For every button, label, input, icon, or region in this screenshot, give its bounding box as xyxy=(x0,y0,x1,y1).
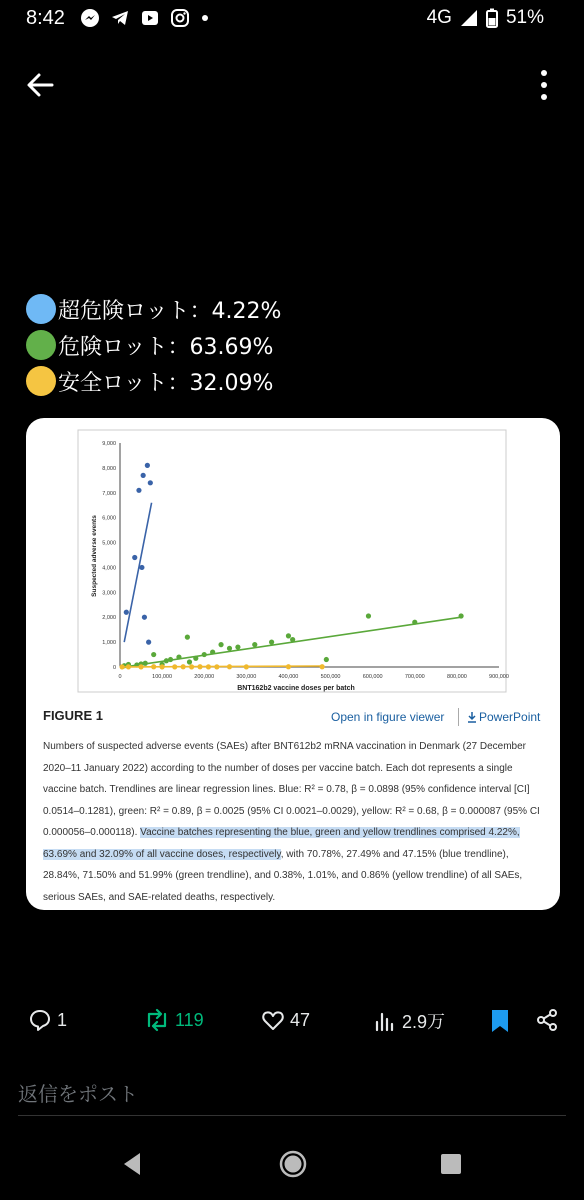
dot-icon xyxy=(200,8,210,28)
data-point xyxy=(160,664,165,669)
green-circle-icon xyxy=(26,330,56,360)
reply-icon xyxy=(28,1008,52,1032)
data-point xyxy=(324,657,329,662)
caption-line: 0.0514–0.1281), green: R² = 0.89, β = 0.0025 (95% CI 0.0021–0.0029), yellow: R² = 0.68, β = 0.000087 (95% CI xyxy=(43,805,540,817)
caption-line: vaccine batch. Trendlines are linear regression lines. Blue: R² = 0.78, β = 0.0898 (95% confidence interval [CI] xyxy=(43,784,530,795)
data-point xyxy=(197,664,202,669)
data-point xyxy=(412,620,417,625)
data-point xyxy=(193,656,198,661)
x-tick-label: 800,000 xyxy=(446,674,467,680)
battery-level: 51% xyxy=(505,7,544,28)
network-label: 4G xyxy=(426,7,452,28)
legend-text: 危険ロット：63.69% xyxy=(58,334,274,360)
messenger-icon xyxy=(80,8,100,28)
yellow-circle-icon xyxy=(26,366,56,396)
legend-row-extreme xyxy=(26,292,281,326)
data-point xyxy=(141,473,146,478)
data-point xyxy=(181,664,186,669)
data-point xyxy=(148,480,153,485)
reply-count: 1 xyxy=(57,1009,68,1030)
recents-square-icon xyxy=(438,1150,464,1178)
y-tick-label: 5,000 xyxy=(102,540,116,547)
caption-line xyxy=(43,822,548,844)
data-point xyxy=(151,664,156,669)
powerpoint-label: PowerPoint xyxy=(479,710,541,724)
like-count: 47 xyxy=(290,1009,311,1030)
repost-button[interactable] xyxy=(144,1008,204,1032)
x-axis-label: BNT162b2 vaccine doses per batch xyxy=(237,685,355,692)
trendline xyxy=(120,666,322,667)
back-triangle-icon xyxy=(120,1150,144,1178)
plot-frame xyxy=(78,430,506,692)
reply-input[interactable] xyxy=(18,1070,566,1116)
data-point xyxy=(189,664,194,669)
y-tick-label: 1,000 xyxy=(102,640,116,647)
post-text-legend xyxy=(26,292,281,400)
data-point xyxy=(139,565,144,570)
data-point xyxy=(138,664,143,669)
arrow-left-icon xyxy=(22,68,62,102)
y-tick-label: 2,000 xyxy=(102,615,116,622)
status-bar xyxy=(0,0,584,36)
data-point xyxy=(202,652,207,657)
data-point xyxy=(227,664,232,669)
legend-text: 超危険ロット：4.22% xyxy=(58,298,282,324)
status-time: 8:42 xyxy=(26,7,65,29)
notification-icons xyxy=(80,7,210,29)
heart-icon xyxy=(261,1008,285,1032)
blue-circle-icon xyxy=(26,294,56,324)
views-button[interactable] xyxy=(373,1008,445,1034)
data-point xyxy=(269,640,274,645)
system-nav-bar xyxy=(0,1135,584,1200)
data-point xyxy=(136,488,141,493)
bookmark-button[interactable] xyxy=(489,1008,511,1034)
data-point xyxy=(120,664,125,669)
y-tick-label: 9,000 xyxy=(102,441,116,447)
views-count: 2.9万 xyxy=(402,1012,446,1032)
y-tick-label: 0 xyxy=(112,665,116,671)
data-point xyxy=(126,664,131,669)
data-point xyxy=(286,664,291,669)
open-figure-viewer-link[interactable]: Open in figure viewer xyxy=(331,710,445,724)
data-point xyxy=(185,635,190,640)
caption-line: 28.84%, 71.50% and 51.99% (green trendline), and 0.38%, 1.01%, and 0.86% (yellow trendline) of all SAEs, xyxy=(43,870,523,881)
caption-line: 2020–11 January 2022) according to the number of doses per vaccine batch. Each dot represents a single xyxy=(43,762,513,774)
data-point xyxy=(320,664,325,669)
data-point xyxy=(151,652,156,657)
data-point xyxy=(143,661,148,666)
data-point xyxy=(206,664,211,669)
powerpoint-link[interactable] xyxy=(467,710,540,724)
telegram-icon xyxy=(110,8,130,28)
reply-button[interactable] xyxy=(28,1008,67,1032)
data-point xyxy=(176,654,181,659)
download-icon xyxy=(467,711,477,723)
caption-highlight: Vaccine batches representing the blue, green and yellow trendlines comprised 4.22%, xyxy=(140,827,520,838)
legend-text: 安全ロット：32.09% xyxy=(58,370,274,396)
y-tick-label: 7,000 xyxy=(102,490,116,497)
x-tick-label: 200,000 xyxy=(194,674,215,680)
x-tick-label: 900,000 xyxy=(489,674,509,680)
instagram-icon xyxy=(170,8,190,28)
signal-icon xyxy=(460,9,478,27)
x-tick-label: 700,000 xyxy=(404,674,425,680)
data-point xyxy=(132,555,137,560)
caption-highlight: 63.69% and 32.09% of all vaccine doses, respectively xyxy=(43,848,281,860)
system-status xyxy=(427,7,544,29)
nav-recents-button[interactable] xyxy=(438,1150,464,1182)
y-tick-label: 8,000 xyxy=(102,465,116,472)
y-tick-label: 6,000 xyxy=(102,515,116,522)
data-point xyxy=(286,633,291,638)
youtube-icon xyxy=(140,8,160,28)
divider xyxy=(458,708,459,726)
post-action-bar xyxy=(0,1003,584,1043)
data-point xyxy=(146,640,151,645)
y-axis-label: Suspected adverse events xyxy=(91,515,98,597)
y-tick-label: 3,000 xyxy=(102,590,116,597)
x-tick-label: 600,000 xyxy=(362,674,383,680)
more-options-button[interactable] xyxy=(534,68,554,102)
y-tick-label: 4,000 xyxy=(102,565,116,572)
scatter-chart xyxy=(26,418,560,698)
legend-row-safe xyxy=(26,364,281,398)
caption-line: serious SAEs, and SAE-related deaths, respectively. xyxy=(43,891,276,903)
data-point xyxy=(168,657,173,662)
data-point xyxy=(145,463,150,468)
share-icon xyxy=(535,1008,559,1032)
top-bar xyxy=(0,60,584,110)
data-point xyxy=(459,613,464,618)
data-point xyxy=(214,664,219,669)
caption-line: Numbers of suspected adverse events (SAEs) after BNT612b2 mRNA vaccination in Denmark (27 December xyxy=(43,741,526,752)
data-point xyxy=(290,637,295,642)
data-point xyxy=(124,610,129,615)
data-point xyxy=(366,613,371,618)
post-image[interactable] xyxy=(26,418,560,910)
like-button[interactable] xyxy=(261,1008,310,1032)
views-icon xyxy=(373,1009,397,1033)
repost-icon xyxy=(144,1008,170,1032)
nav-home-button[interactable] xyxy=(279,1150,307,1182)
data-point xyxy=(227,646,232,651)
x-tick-label: 100,000 xyxy=(152,674,173,680)
data-point xyxy=(235,644,240,649)
data-point xyxy=(244,664,249,669)
data-point xyxy=(142,615,147,620)
x-tick-label: 300,000 xyxy=(236,674,257,680)
back-button[interactable] xyxy=(22,68,62,102)
home-circle-icon xyxy=(279,1150,307,1178)
reply-placeholder: 返信をポスト xyxy=(18,1082,138,1106)
bookmark-icon xyxy=(489,1008,511,1034)
repost-count: 119 xyxy=(175,1009,204,1030)
caption-text: , with 70.78%, 27.49% and 47.15% (blue trendline), xyxy=(280,848,509,860)
caption-text: 0.000056–0.000118). xyxy=(43,827,138,838)
legend-row-danger xyxy=(26,328,281,362)
data-point xyxy=(210,649,215,654)
x-tick-label: 500,000 xyxy=(320,674,341,680)
more-vertical-icon xyxy=(534,68,554,102)
nav-back-button[interactable] xyxy=(120,1150,144,1182)
data-point xyxy=(218,642,223,647)
data-point xyxy=(172,664,177,669)
data-point xyxy=(187,659,192,664)
figure-title: FIGURE 1 xyxy=(43,708,103,723)
caption-line xyxy=(43,844,548,866)
share-button[interactable] xyxy=(535,1008,559,1032)
figure-caption xyxy=(43,736,548,908)
data-point xyxy=(252,642,257,647)
x-tick-label: 0 xyxy=(118,674,122,680)
x-tick-label: 400,000 xyxy=(278,674,299,680)
battery-icon xyxy=(486,8,498,28)
